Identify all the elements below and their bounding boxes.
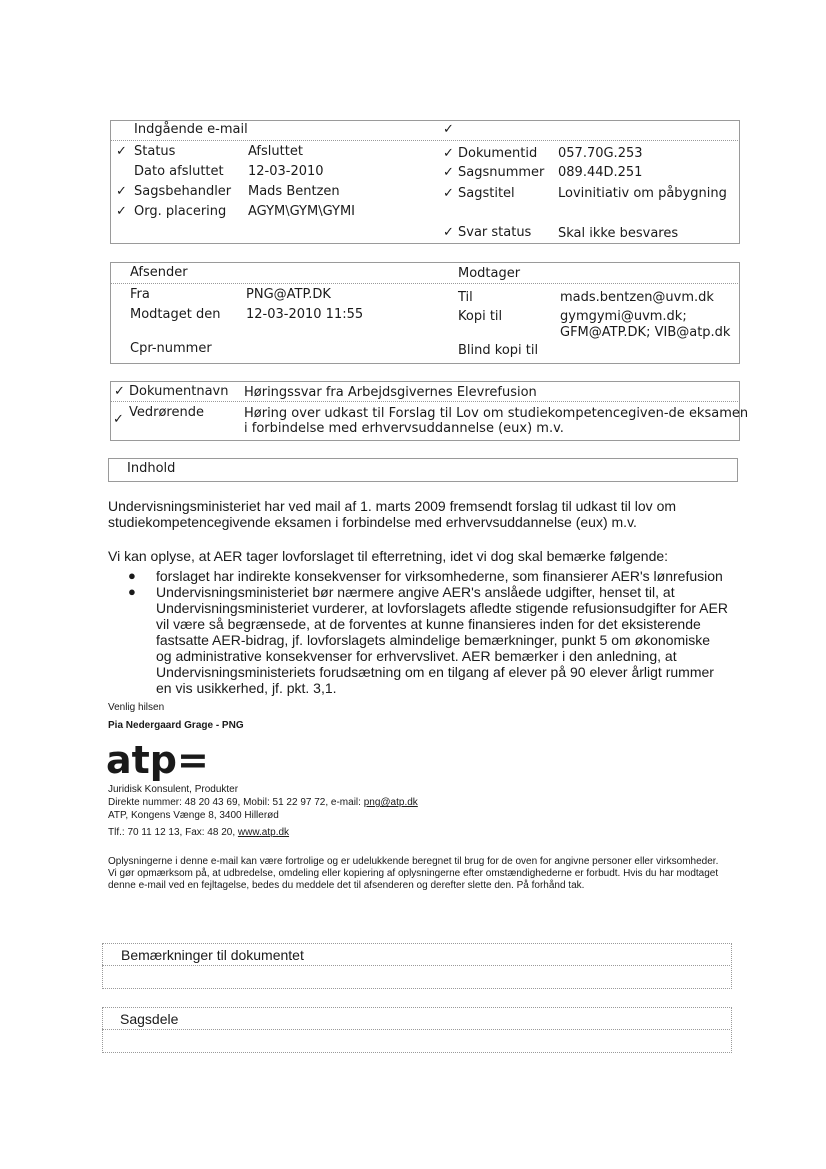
signature-name: Pia Nedergaard Grage - PNG [108, 720, 244, 731]
status-label: Status [134, 144, 176, 159]
phone-text: Tlf.: 70 11 12 13, Fax: 48 20, [108, 827, 238, 838]
sagsbehandler-check-icon: ✓ [116, 184, 127, 199]
dokumentnavn-value: Høringssvar fra Arbejdsgivernes Elevrefusion [244, 385, 537, 400]
dato-afsluttet-value: 12-03-2010 [248, 164, 324, 179]
dokumentid-label: Dokumentid [458, 146, 538, 161]
org-placering-check-icon: ✓ [116, 204, 127, 219]
svar-status-check-icon: ✓ [443, 225, 454, 240]
dato-afsluttet-label: Dato afsluttet [134, 164, 224, 179]
signature-role: Juridisk Konsulent, Produkter [108, 784, 239, 795]
greeting: Venlig hilsen [108, 702, 165, 713]
sagsnummer-value: 089.44D.251 [558, 165, 643, 180]
bullet-text: Undervisningsministeriet bør nærmere angive AER's anslåede udgifter, henset til, at Undervisningsministeriet vurderer, at lovforslagets afledte stigende refusionsudgifter for AER vil være så begrænsede, at de forventes at kunne finansieres inden for det eksisterende fastsatte AER-bidrag, jf. lovforslagets almindelige bemærkninger, punkt 5 om økonomiske og administrative konsekvenser for erhvervslivet. AER bemærker i den anledning, at Undervisningsministeriets forudsætning om en tilgang af elever på 90 elever årligt rummer en vis usikkerhed, jf. pkt. 3,1. [156, 584, 728, 696]
vedroerende-value-line1: Høring over udkast til Forslag til Lov om studiekompetencegiven-de eksamen [244, 406, 749, 421]
signature-contact [108, 797, 418, 809]
remarks-list [108, 568, 728, 696]
paragraph-2: Vi kan oplyse, at AER tager lovforslaget til efterretning, idet vi dog skal bemærke følgende: [108, 548, 669, 564]
svar-status-value: Skal ikke besvares [558, 226, 679, 241]
svar-status-label: Svar status [458, 225, 532, 240]
status-value: Afsluttet [248, 144, 303, 159]
dokumentid-check-icon: ✓ [443, 146, 454, 161]
bullet-icon: ● [128, 568, 136, 583]
sagsbehandler-label: Sagsbehandler [134, 184, 232, 199]
indhold-label: Indhold [127, 461, 176, 476]
org-placering-label: Org. placering [134, 204, 227, 219]
bullet-text: forslaget har indirekte konsekvenser for virksomhederne, som finansierer AER's lønrefusion [156, 568, 723, 584]
bullet-icon: ● [128, 584, 136, 599]
divider [102, 1029, 730, 1030]
sagstitel-label: Sagstitel [458, 186, 515, 201]
signature-phone [108, 827, 289, 839]
org-placering-value: AGYM\GYM\GYMI [248, 204, 356, 219]
remarks-label: Bemærkninger til dokumentet [121, 947, 304, 963]
atp-logo: atp= [106, 738, 209, 782]
sagstitel-check-icon: ✓ [443, 186, 454, 201]
dokumentnavn-check-icon: ✓ [114, 384, 125, 399]
list-item [108, 584, 728, 696]
sagsnummer-label: Sagsnummer [458, 165, 545, 180]
header-title-check-icon: ✓ [443, 122, 454, 137]
blind-kopi-label: Blind kopi til [458, 343, 539, 358]
divider [110, 401, 738, 402]
paragraph-1-line1: Undervisningsministeriet har ved mail af 1. marts 2009 fremsendt forslag til udkast til lov om [108, 498, 677, 514]
dokumentid-value: 057.70G.253 [558, 146, 643, 161]
paragraph-1-line2: studiekompetencegivende eksamen i forbindelse med erhvervsuddannelse (eux) m.v. [108, 514, 637, 530]
kopi-value-line1: gymgymi@uvm.dk; [560, 309, 687, 324]
til-label: Til [458, 290, 473, 305]
email-link[interactable]: png@atp.dk [363, 797, 418, 808]
modtaget-value: 12-03-2010 11:55 [246, 307, 364, 322]
kopi-value-line2: GFM@ATP.DK; VIB@atp.dk [560, 325, 731, 340]
content-header-box [108, 458, 738, 482]
cpr-label: Cpr-nummer [130, 341, 212, 356]
sagsnummer-check-icon: ✓ [443, 165, 454, 180]
case-parts-box [102, 1007, 732, 1053]
afsender-label: Afsender [130, 265, 188, 280]
status-check-icon: ✓ [116, 144, 127, 159]
contact-text: Direkte nummer: 48 20 43 69, Mobil: 51 22 97 72, e-mail: [108, 797, 364, 808]
fra-label: Fra [130, 287, 150, 302]
divider [110, 140, 738, 141]
kopi-label: Kopi til [458, 309, 503, 324]
vedroerende-value-line2: i forbindelse med erhvervsuddannelse (eux) m.v. [244, 421, 564, 436]
sagsbehandler-value: Mads Bentzen [248, 184, 340, 199]
signature-address: ATP, Kongens Vænge 8, 3400 Hillerød [108, 810, 279, 821]
list-item [108, 568, 728, 584]
website-link[interactable]: www.atp.dk [237, 827, 290, 838]
modtager-label: Modtager [458, 266, 521, 281]
divider [102, 965, 730, 966]
dokumentnavn-label: Dokumentnavn [129, 384, 229, 399]
modtaget-label: Modtaget den [130, 307, 221, 322]
fra-value: PNG@ATP.DK [246, 287, 331, 302]
vedroerende-check-icon: ✓ [113, 412, 124, 427]
divider [110, 283, 738, 284]
case-parts-label: Sagsdele [120, 1011, 179, 1027]
header-title: Indgående e-mail [134, 122, 248, 137]
disclaimer: Oplysningerne i denne e-mail kan være fortrolige og er udelukkende beregnet til brug for de oven for angivne personer eller virksomheder. Vi gør opmærksom på, at udbredelse, omdeling eller kopiering af oplysningerne efter omstændighederne er forbudt. Hvis du har modtaget denne e-mail ved en fejltagelse, bedes du meddele det til afsenderen og derefter slette den. På forhånd tak. [108, 856, 719, 891]
vedroerende-label: Vedrørende [129, 405, 204, 420]
sagstitel-value: Lovinitiativ om påbygning [558, 186, 727, 201]
til-value: mads.bentzen@uvm.dk [560, 290, 714, 305]
